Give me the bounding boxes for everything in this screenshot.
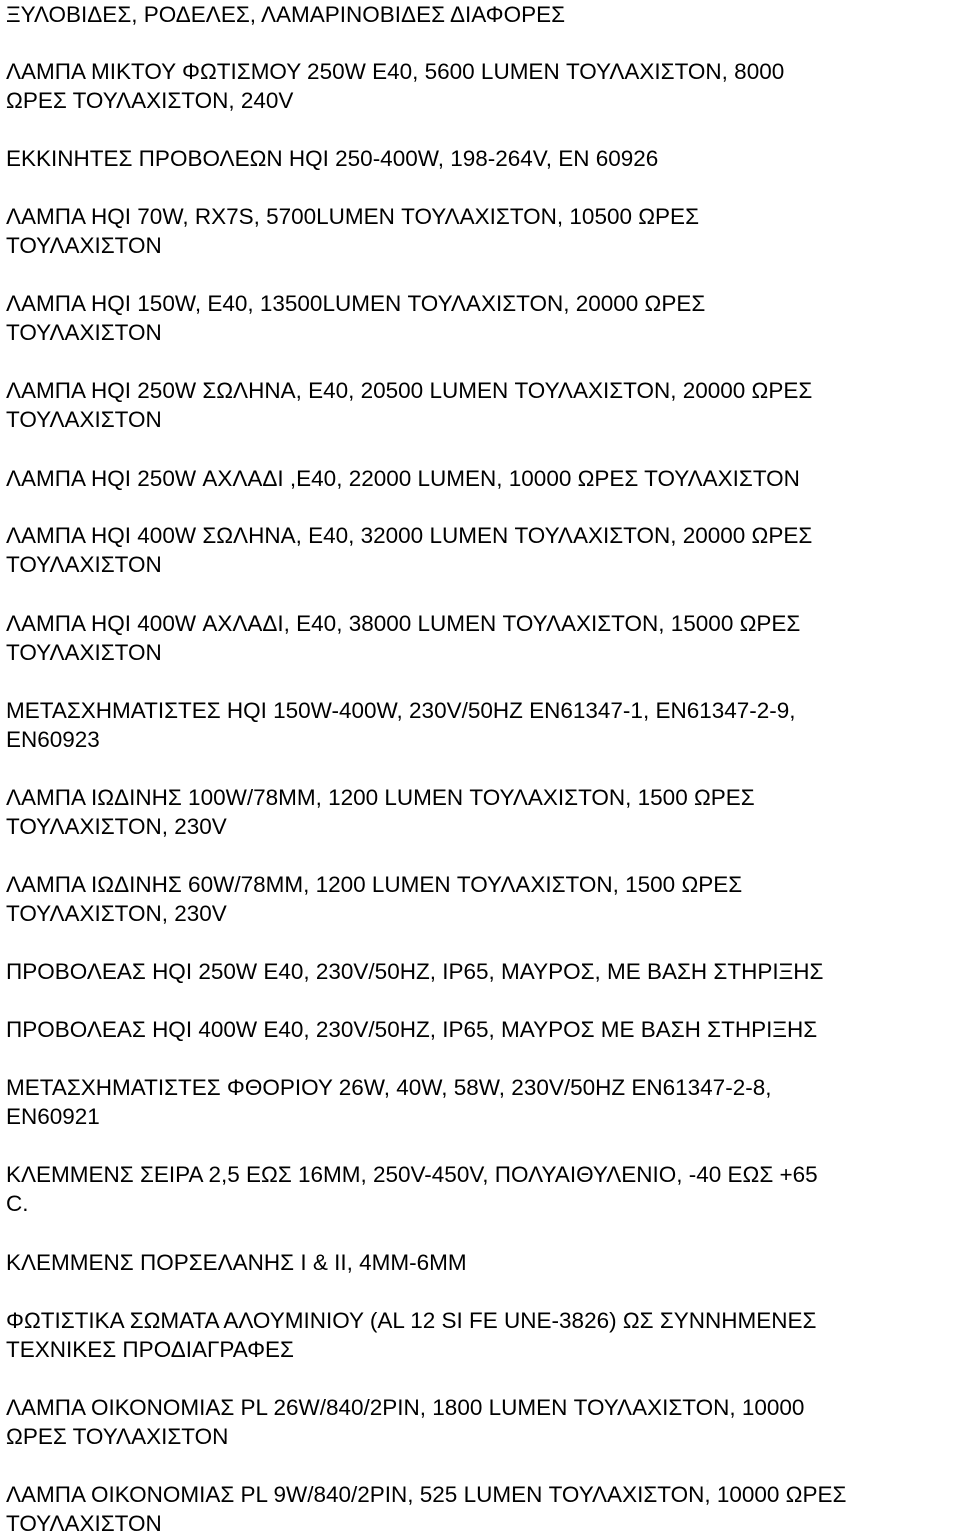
item-line: ΛΑΜΠΑ HQI 250W ΣΩΛΗΝΑ, E40, 20500 LUMEN ΤΟΥΛΑΧΙΣΤΟΝ, 20000 ΩΡΕΣ (6, 378, 813, 403)
item-line: ΤΟΥΛΑΧΙΣΤΟΝ (6, 640, 162, 666)
item-line: ΚΛΕΜΜΕΝΣ ΣΕΙΡΑ 2,5 ΕΩΣ 16ΜΜ, 250V-450V, ΠΟΛΥΑΙΘΥΛΕΝΙΟ, -40 ΕΩΣ +65 (6, 1162, 818, 1187)
list-item (6, 1073, 954, 1131)
item-line: ΛΑΜΠΑ ΟΙΚΟΝΟΜΙΑΣ PL 9W/840/2PIN, 525 LUMEN ΤΟΥΛΑΧΙΣΤΟΝ, 10000 ΩΡΕΣ (6, 1482, 847, 1507)
item-line: ΩΡΕΣ ΤΟΥΛΑΧΙΣΤΟΝ (6, 1424, 229, 1450)
item-line: ΞΥΛΟΒΙΔΕΣ, ΡΟΔΕΛΕΣ, ΛΑΜΑΡΙΝΟΒΙΔΕΣ ΔΙΑΦΟΡΕΣ (6, 2, 566, 27)
item-line: ΦΩΤΙΣΤΙΚΑ ΣΩΜΑΤΑ ΑΛΟΥΜΙΝΙΟΥ (AL 12 SI FE UNE-3826) ΩΣ ΣΥΝΝΗΜΕΝΕΣ (6, 1308, 817, 1333)
list-item (6, 1160, 954, 1218)
list-item (6, 1393, 954, 1451)
list-item (6, 1306, 954, 1364)
list-item (6, 376, 954, 434)
item-line: ΠΡΟΒΟΛΕΑΣ HQI 250W E40, 230V/50HZ, IP65, ΜΑΥΡΟΣ, ΜΕ ΒΑΣΗ ΣΤΗΡΙΞΗΣ (6, 959, 824, 984)
item-line: ΛΑΜΠΑ HQI 400W ΑΧΛΑΔΙ, E40, 38000 LUMEN ΤΟΥΛΑΧΙΣΤΟΝ, 15000 ΩΡΕΣ (6, 611, 801, 636)
item-line: ΛΑΜΠΑ HQI 150W, E40, 13500LUMEN ΤΟΥΛΑΧΙΣΤΟΝ, 20000 ΩΡΕΣ (6, 291, 706, 316)
list-item (6, 1015, 954, 1044)
list-item (6, 1480, 954, 1538)
list-item (6, 57, 954, 115)
list-item (6, 0, 954, 29)
list-item (6, 289, 954, 347)
item-line: ΛΑΜΠΑ HQI 400W ΣΩΛΗΝΑ, E40, 32000 LUMEN ΤΟΥΛΑΧΙΣΤΟΝ, 20000 ΩΡΕΣ (6, 523, 813, 548)
item-line: ΛΑΜΠΑ ΙΩΔΙΝΗΣ 60W/78MM, 1200 LUMEN ΤΟΥΛΑΧΙΣΤΟΝ, 1500 ΩΡΕΣ (6, 872, 743, 897)
list-item (6, 202, 954, 260)
item-line: ΠΡΟΒΟΛΕΑΣ HQI 400W E40, 230V/50HZ, IP65, ΜΑΥΡΟΣ ΜΕ ΒΑΣΗ ΣΤΗΡΙΞΗΣ (6, 1017, 818, 1042)
item-line: ΜΕΤΑΣΧΗΜΑΤΙΣΤΕΣ ΦΘΟΡΙΟΥ 26W, 40W, 58W, 230V/50HZ EN61347-2-8, (6, 1075, 772, 1100)
list-item (6, 521, 954, 579)
item-line: ΛΑΜΠΑ ΟΙΚΟΝΟΜΙΑΣ PL 26W/840/2PIN, 1800 LUMEN ΤΟΥΛΑΧΙΣΤΟΝ, 10000 (6, 1395, 805, 1420)
item-line: ΚΛΕΜΜΕΝΣ ΠΟΡΣΕΛΑΝΗΣ I & II, 4MM-6MM (6, 1250, 467, 1275)
list-item (6, 870, 954, 928)
item-line: C. (6, 1191, 29, 1217)
list-item (6, 609, 954, 667)
item-line: EN60923 (6, 727, 100, 753)
item-line: ΤΕΧΝΙΚΕΣ ΠΡΟΔΙΑΓΡΑΦΕΣ (6, 1337, 294, 1363)
list-item (6, 1248, 954, 1277)
list-item (6, 957, 954, 986)
item-line: ΕΚΚΙΝΗΤΕΣ ΠΡΟΒΟΛΕΩΝ HQI 250-400W, 198-264V, EN 60926 (6, 146, 659, 171)
item-line: ΤΟΥΛΑΧΙΣΤΟΝ (6, 1511, 162, 1537)
item-line: ΤΟΥΛΑΧΙΣΤΟΝ (6, 233, 162, 259)
item-line: ΜΕΤΑΣΧΗΜΑΤΙΣΤΕΣ HQI 150W-400W, 230V/50HZ EN61347-1, EN61347-2-9, (6, 698, 796, 723)
item-line: ΛΑΜΠΑ HQI 250W ΑΧΛΑΔΙ ,E40, 22000 LUMEN, 10000 ΩΡΕΣ ΤΟΥΛΑΧΙΣΤΟΝ (6, 466, 800, 491)
item-line: ΤΟΥΛΑΧΙΣΤΟΝ, 230V (6, 814, 227, 840)
list-item (6, 144, 954, 173)
item-line: ΤΟΥΛΑΧΙΣΤΟΝ (6, 552, 162, 578)
item-line: ΤΟΥΛΑΧΙΣΤΟΝ (6, 320, 162, 346)
item-line: ΩΡΕΣ ΤΟΥΛΑΧΙΣΤΟΝ, 240V (6, 88, 294, 114)
item-line: ΤΟΥΛΑΧΙΣΤΟΝ, 230V (6, 901, 227, 927)
item-line: EN60921 (6, 1104, 100, 1130)
list-item (6, 696, 954, 754)
list-item (6, 783, 954, 841)
item-line: ΛΑΜΠΑ ΙΩΔΙΝΗΣ 100W/78MM, 1200 LUMEN ΤΟΥΛΑΧΙΣΤΟΝ, 1500 ΩΡΕΣ (6, 785, 755, 810)
item-line: ΤΟΥΛΑΧΙΣΤΟΝ (6, 407, 162, 433)
list-item (6, 464, 954, 493)
item-line: ΛΑΜΠΑ ΜΙΚΤΟΥ ΦΩΤΙΣΜΟΥ 250W E40, 5600 LUMEN ΤΟΥΛΑΧΙΣΤΟΝ, 8000 (6, 59, 785, 84)
item-line: ΛΑΜΠΑ HQI 70W, RX7S, 5700LUMEN ΤΟΥΛΑΧΙΣΤΟΝ, 10500 ΩΡΕΣ (6, 204, 699, 229)
